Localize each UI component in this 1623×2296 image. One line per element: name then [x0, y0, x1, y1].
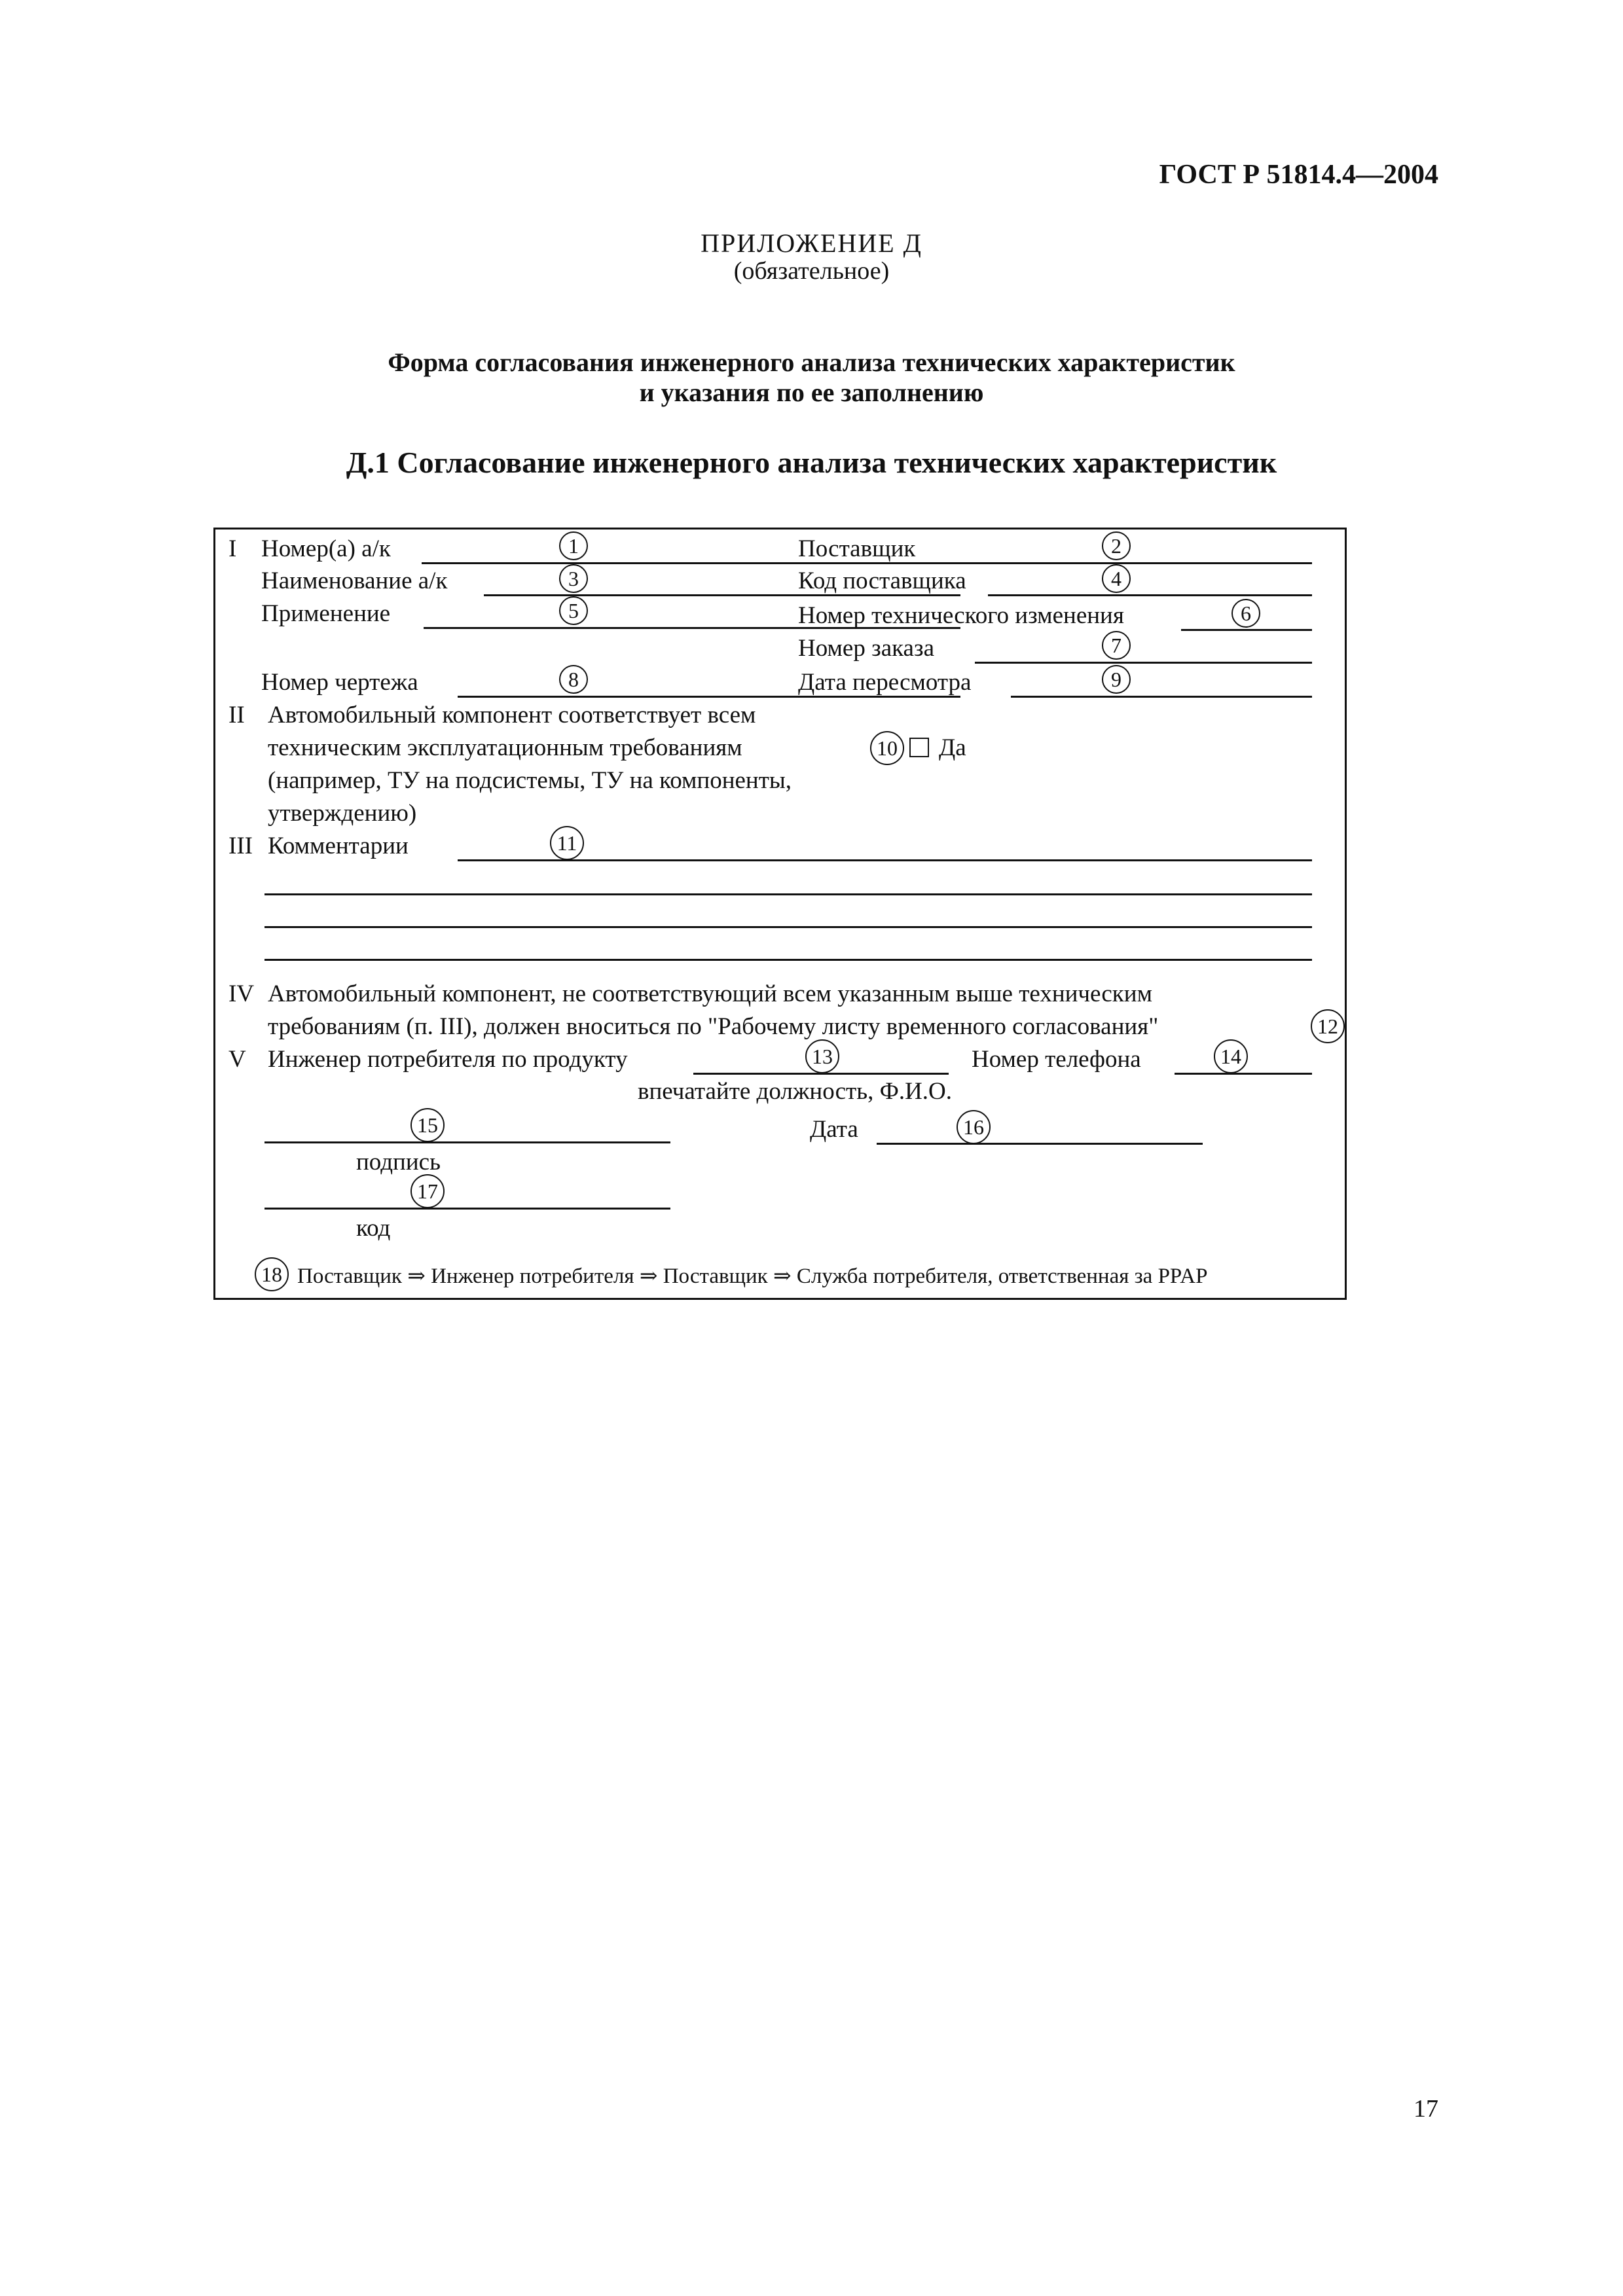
marker-3: 3: [559, 564, 588, 593]
marker-6: 6: [1231, 599, 1260, 628]
part-name-label: Наименование а/к: [261, 567, 448, 594]
appendix-title: ПРИЛОЖЕНИЕ Д: [701, 228, 922, 258]
supplier-code-field[interactable]: [988, 594, 1312, 596]
marker-11: 11: [550, 826, 584, 860]
roman-v: V: [228, 1046, 246, 1073]
marker-9: 9: [1102, 665, 1131, 694]
supplier-code-label: Код поставщика: [798, 567, 966, 594]
marker-5: 5: [559, 596, 588, 625]
flow-step-4: Служба потребителя, ответственная за PPAP: [796, 1265, 1208, 1288]
yes-label: Да: [939, 734, 966, 761]
phone-field[interactable]: [1175, 1073, 1312, 1075]
supplier-field[interactable]: [936, 562, 1312, 564]
name-hint: впечатайте должность, Ф.И.О.: [638, 1078, 953, 1105]
roman-iv: IV: [228, 980, 255, 1007]
comments-line-4[interactable]: [264, 959, 1312, 961]
roman-iii: III: [228, 833, 253, 859]
review-date-label: Дата пересмотра: [798, 669, 972, 696]
compliance-line1: Автомобильный компонент соответствует всем: [268, 702, 756, 728]
flow-arrow-icon: ⇒: [773, 1265, 792, 1288]
form-heading-line1: Форма согласования инженерного анализа технических характеристик: [388, 348, 1235, 377]
tech-change-label: Номер технического изменения: [798, 602, 1124, 629]
noncompliance-line1: Автомобильный компонент, не соответствующий всем указанным выше техническим: [268, 980, 1152, 1007]
compliance-line4: утверждению): [268, 800, 417, 827]
order-number-field[interactable]: [975, 662, 1312, 664]
marker-10: 10: [870, 731, 904, 765]
form-heading-line2: и указания по ее заполнению: [639, 378, 984, 407]
approval-form: [213, 528, 1347, 1300]
comments-line-1[interactable]: [458, 859, 1312, 861]
standard-code: ГОСТ Р 51814.4—2004: [1159, 160, 1438, 190]
comments-line-2[interactable]: [264, 893, 1312, 895]
compliance-line3: (например, ТУ на подсистемы, ТУ на компоненты,: [268, 767, 792, 794]
marker-12: 12: [1311, 1009, 1345, 1043]
marker-4: 4: [1102, 564, 1131, 593]
flow-step-1: Поставщик: [297, 1265, 402, 1288]
drawing-number-label: Номер чертежа: [261, 669, 418, 696]
comments-label: Комментарии: [268, 833, 409, 859]
review-date-field[interactable]: [1011, 696, 1312, 698]
marker-17: 17: [410, 1174, 445, 1208]
engineer-label: Инженер потребителя по продукту: [268, 1046, 628, 1073]
date-field[interactable]: [877, 1143, 1203, 1145]
flow-step-3: Поставщик: [663, 1265, 768, 1288]
roman-ii: II: [228, 702, 245, 728]
noncompliance-line2: требованиям (п. III), должен вноситься по "Рабочему листу временного согласования": [268, 1013, 1159, 1040]
code-field[interactable]: [264, 1208, 670, 1210]
signature-label: подпись: [356, 1149, 441, 1175]
marker-16: 16: [957, 1110, 991, 1144]
phone-label: Номер телефона: [972, 1046, 1141, 1073]
comments-line-3[interactable]: [264, 926, 1312, 928]
flow-arrow-icon: ⇒: [407, 1265, 426, 1288]
part-number-label: Номер(а) а/к: [261, 535, 391, 562]
flow-arrow-icon: ⇒: [639, 1265, 658, 1288]
marker-2: 2: [1102, 531, 1131, 560]
flow-step-2: Инженер потребителя: [431, 1265, 634, 1288]
marker-18: 18: [255, 1257, 289, 1291]
page-number: 17: [1413, 2095, 1438, 2123]
yes-checkbox[interactable]: [909, 738, 929, 757]
tech-change-field[interactable]: [1181, 629, 1312, 631]
marker-15: 15: [410, 1108, 445, 1142]
order-number-label: Номер заказа: [798, 635, 935, 662]
approval-flow: [297, 1263, 1207, 1289]
marker-14: 14: [1214, 1039, 1248, 1073]
marker-8: 8: [559, 665, 588, 694]
compliance-line2: техническим эксплуатационным требованиям: [268, 734, 742, 761]
signature-field[interactable]: [264, 1141, 670, 1143]
roman-i: I: [228, 535, 237, 562]
code-label: код: [356, 1215, 391, 1242]
application-label: Применение: [261, 600, 391, 627]
marker-7: 7: [1102, 631, 1131, 660]
marker-13: 13: [805, 1039, 839, 1073]
date-label: Дата: [810, 1116, 858, 1143]
section-title: Д.1 Согласование инженерного анализа технических характеристик: [346, 446, 1277, 479]
appendix-subtitle: (обязательное): [733, 257, 890, 285]
supplier-label: Поставщик: [798, 535, 916, 562]
marker-1: 1: [559, 531, 588, 560]
